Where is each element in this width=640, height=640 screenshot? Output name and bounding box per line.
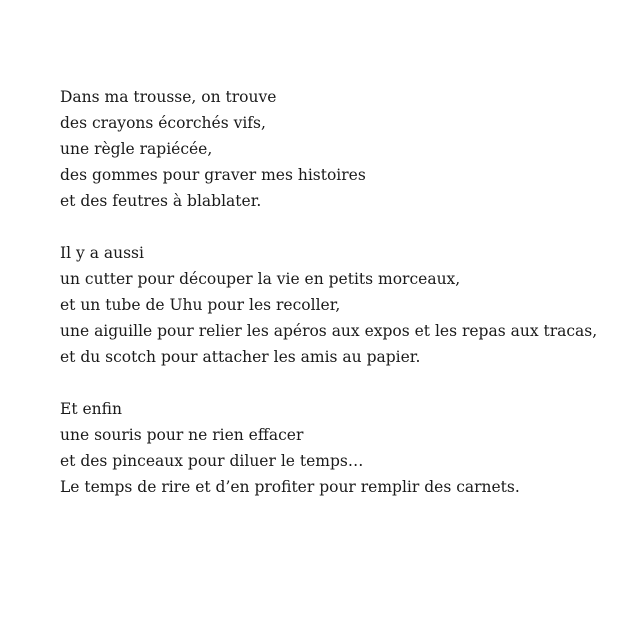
poem-line: des gommes pour graver mes histoires — [60, 166, 366, 184]
poem-text — [60, 84, 620, 526]
poem-line: et un tube de Uhu pour les recoller, — [60, 296, 341, 314]
poem-line: et du scotch pour attacher les amis au papier. — [60, 348, 421, 366]
poem-line: Le temps de rire et d’en profiter pour remplir des carnets. — [60, 478, 520, 496]
stanza-1 — [60, 84, 620, 214]
poem-line: une souris pour ne rien effacer — [60, 426, 304, 444]
poem-line: un cutter pour découper la vie en petits morceaux, — [60, 270, 461, 288]
stanza-2 — [60, 240, 620, 370]
poem-line: Dans ma trousse, on trouve — [60, 88, 277, 106]
poem-line: des crayons écorchés vifs, — [60, 114, 266, 132]
poem-line: une aiguille pour relier les apéros aux expos et les repas aux tracas, — [60, 322, 598, 340]
poem-line: Et enfin — [60, 400, 122, 418]
poem-line: Il y a aussi — [60, 244, 144, 262]
poem-line: et des pinceaux pour diluer le temps… — [60, 452, 364, 470]
stanza-3 — [60, 396, 620, 500]
poem-line: et des feutres à blablater. — [60, 192, 262, 210]
poem-line: une règle rapiécée, — [60, 140, 213, 158]
